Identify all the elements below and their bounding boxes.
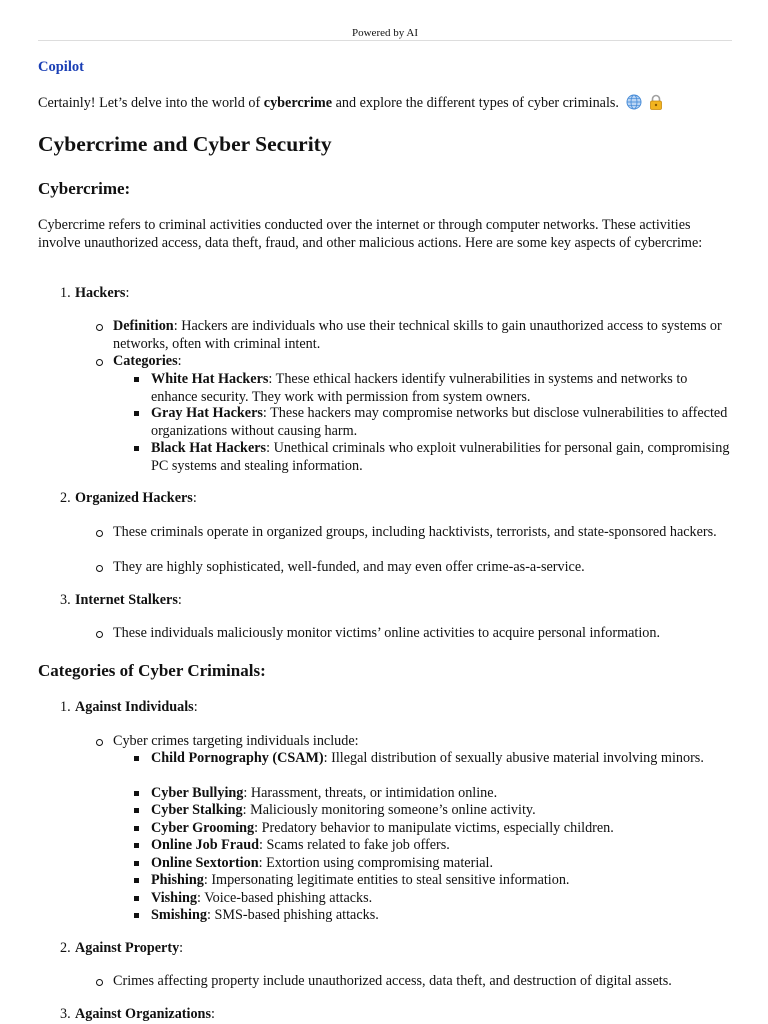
list-item-internet-stalkers [60, 592, 182, 610]
square-bullet-icon [134, 878, 139, 883]
sub-bullet-label: Online Sextortion [151, 855, 259, 871]
list-item-against-individuals [60, 699, 198, 717]
list-number: 3. [60, 1006, 71, 1022]
bullet-organized-1 [94, 524, 734, 542]
sub-bullet-label: Child Pornography (CSAM) [151, 750, 324, 766]
list-label: Internet Stalkers [75, 592, 178, 608]
lock-icon [648, 94, 664, 110]
bullet-text: They are highly sophisticated, well-funded, and may even offer crime-as-a-service. [113, 559, 585, 575]
bullet-stalkers-1 [94, 625, 734, 643]
square-bullet-icon [134, 377, 139, 382]
sub-bullet-white-hat [132, 371, 732, 406]
hollow-bullet-icon [96, 565, 103, 572]
bullet-property [94, 973, 734, 991]
square-bullet-icon [134, 861, 139, 866]
sub-bullet-online-sextortion [132, 855, 732, 873]
sub-bullet-cyber-bullying [132, 785, 732, 803]
sub-bullet-text: : Voice-based phishing attacks. [197, 890, 373, 906]
section-heading-categories: Categories of Cyber Criminals: [38, 661, 266, 680]
sub-bullet-label: Cyber Grooming [151, 820, 255, 836]
list-suffix: : [193, 699, 198, 715]
list-suffix: : [192, 490, 197, 506]
sub-bullet-cyber-stalking [132, 802, 732, 820]
hollow-bullet-icon [96, 530, 103, 537]
sub-bullet-text: : Harassment, threats, or intimidation online. [243, 785, 498, 801]
list-item-against-organizations [60, 1006, 215, 1024]
sub-bullet-label: Online Job Fraud [151, 837, 260, 853]
hollow-bullet-icon [96, 359, 103, 366]
copilot-label: Copilot [38, 59, 84, 75]
list-label: Against Organizations [75, 1006, 211, 1022]
sub-bullet-phishing [132, 872, 732, 890]
square-bullet-icon [134, 826, 139, 831]
sub-bullet-csam [132, 750, 732, 768]
sub-bullet-text: : Scams related to fake job offers. [259, 837, 450, 853]
sub-bullet-gray-hat [132, 405, 732, 440]
sub-bullet-label: Smishing [151, 907, 207, 923]
page-title: Cybercrime and Cyber Security [38, 132, 332, 156]
intro-text-before: Certainly! Let’s delve into the world of [38, 95, 264, 111]
list-number: 1. [60, 285, 71, 301]
sub-bullet-label: Cyber Stalking [151, 802, 243, 818]
intro-bold: cybercrime [263, 95, 333, 111]
bullet-text: These criminals operate in organized groups, including hacktivists, terrorists, and state-sponsored hackers. [113, 524, 717, 540]
sub-bullet-vishing [132, 890, 732, 908]
sub-bullet-smishing [132, 907, 732, 925]
list-suffix: : [179, 940, 184, 956]
list-number: 2. [60, 490, 71, 506]
sub-bullet-label: White Hat Hackers [151, 371, 269, 387]
sub-bullet-label: Gray Hat Hackers [151, 405, 263, 421]
hollow-bullet-icon [96, 631, 103, 638]
list-label: Against Property [75, 940, 180, 956]
cybercrime-paragraph: Cybercrime refers to criminal activities conducted over the internet or through computer networks. These activities involve unauthorized access, data theft, fraud, and other malicious actions. Here are some key aspects of cybercrime: [38, 217, 703, 251]
bullet-text: Cyber crimes targeting individuals include: [113, 733, 359, 749]
square-bullet-icon [134, 791, 139, 796]
bullet-label: Definition [113, 318, 174, 334]
list-suffix: : [177, 592, 182, 608]
list-label: Hackers [75, 285, 126, 301]
sub-bullet-text: : SMS-based phishing attacks. [207, 907, 379, 923]
sub-bullet-label: Vishing [151, 890, 197, 906]
section-heading-cybercrime: Cybercrime: [38, 179, 131, 198]
powered-by-header: Powered by AI [38, 26, 732, 41]
list-suffix: : [210, 1006, 215, 1022]
hollow-bullet-icon [96, 739, 103, 746]
list-label: Against Individuals [75, 699, 194, 715]
bullet-suffix: : [177, 353, 182, 369]
square-bullet-icon [134, 446, 139, 451]
sub-bullet-text: : Extortion using compromising material. [258, 855, 494, 871]
square-bullet-icon [134, 913, 139, 918]
sub-bullet-label: Phishing [151, 872, 204, 888]
list-item-organized-hackers [60, 490, 197, 508]
sub-bullet-text: : These hackers may compromise networks but disclose vulnerabilities to affected organizations without causing harm. [151, 405, 728, 439]
bullet-organized-2 [94, 559, 734, 577]
bullet-definition [94, 318, 734, 353]
list-item-hackers [60, 285, 129, 303]
sub-bullet-text: : Predatory behavior to manipulate victims, especially children. [254, 820, 614, 836]
bullet-categories [94, 353, 734, 371]
list-label: Organized Hackers [75, 490, 193, 506]
sub-bullet-text: : Unethical criminals who exploit vulnerabilities for personal gain, compromising PC systems and stealing information. [151, 440, 730, 474]
sub-bullet-text: : Maliciously monitoring someone’s online activity. [242, 802, 536, 818]
square-bullet-icon [134, 411, 139, 416]
bullet-text: Crimes affecting property include unauthorized access, data theft, and destruction of digital assets. [113, 973, 672, 989]
list-item-against-property [60, 940, 183, 958]
sub-bullet-cyber-grooming [132, 820, 732, 838]
hollow-bullet-icon [96, 979, 103, 986]
sub-bullet-label: Black Hat Hackers [151, 440, 267, 456]
list-number: 2. [60, 940, 71, 956]
bullet-individuals [94, 733, 734, 751]
square-bullet-icon [134, 843, 139, 848]
sub-bullet-text: : Illegal distribution of sexually abusive material involving minors. [323, 750, 704, 766]
hollow-bullet-icon [96, 324, 103, 331]
intro-paragraph [38, 94, 732, 113]
sub-bullet-label: Cyber Bullying [151, 785, 244, 801]
sub-bullet-black-hat [132, 440, 732, 475]
sub-bullet-text: : Impersonating legitimate entities to steal sensitive information. [203, 872, 570, 888]
bullet-label: Categories [113, 353, 178, 369]
square-bullet-icon [134, 756, 139, 761]
square-bullet-icon [134, 808, 139, 813]
list-number: 3. [60, 592, 71, 608]
bullet-text: : Hackers are individuals who use their technical skills to gain unauthorized access to systems or networks, often with criminal intent. [113, 318, 722, 352]
intro-text-after: and explore the different types of cyber criminals. [332, 95, 619, 111]
sub-bullet-text: : These ethical hackers identify vulnerabilities in systems and networks to enhance security. They work with permission from system owners. [151, 371, 688, 405]
square-bullet-icon [134, 896, 139, 901]
sub-bullet-online-job-fraud [132, 837, 732, 855]
bullet-text: These individuals maliciously monitor victims’ online activities to acquire personal information. [113, 625, 661, 641]
list-number: 1. [60, 699, 71, 715]
globe-icon [626, 94, 642, 110]
list-suffix: : [125, 285, 130, 301]
